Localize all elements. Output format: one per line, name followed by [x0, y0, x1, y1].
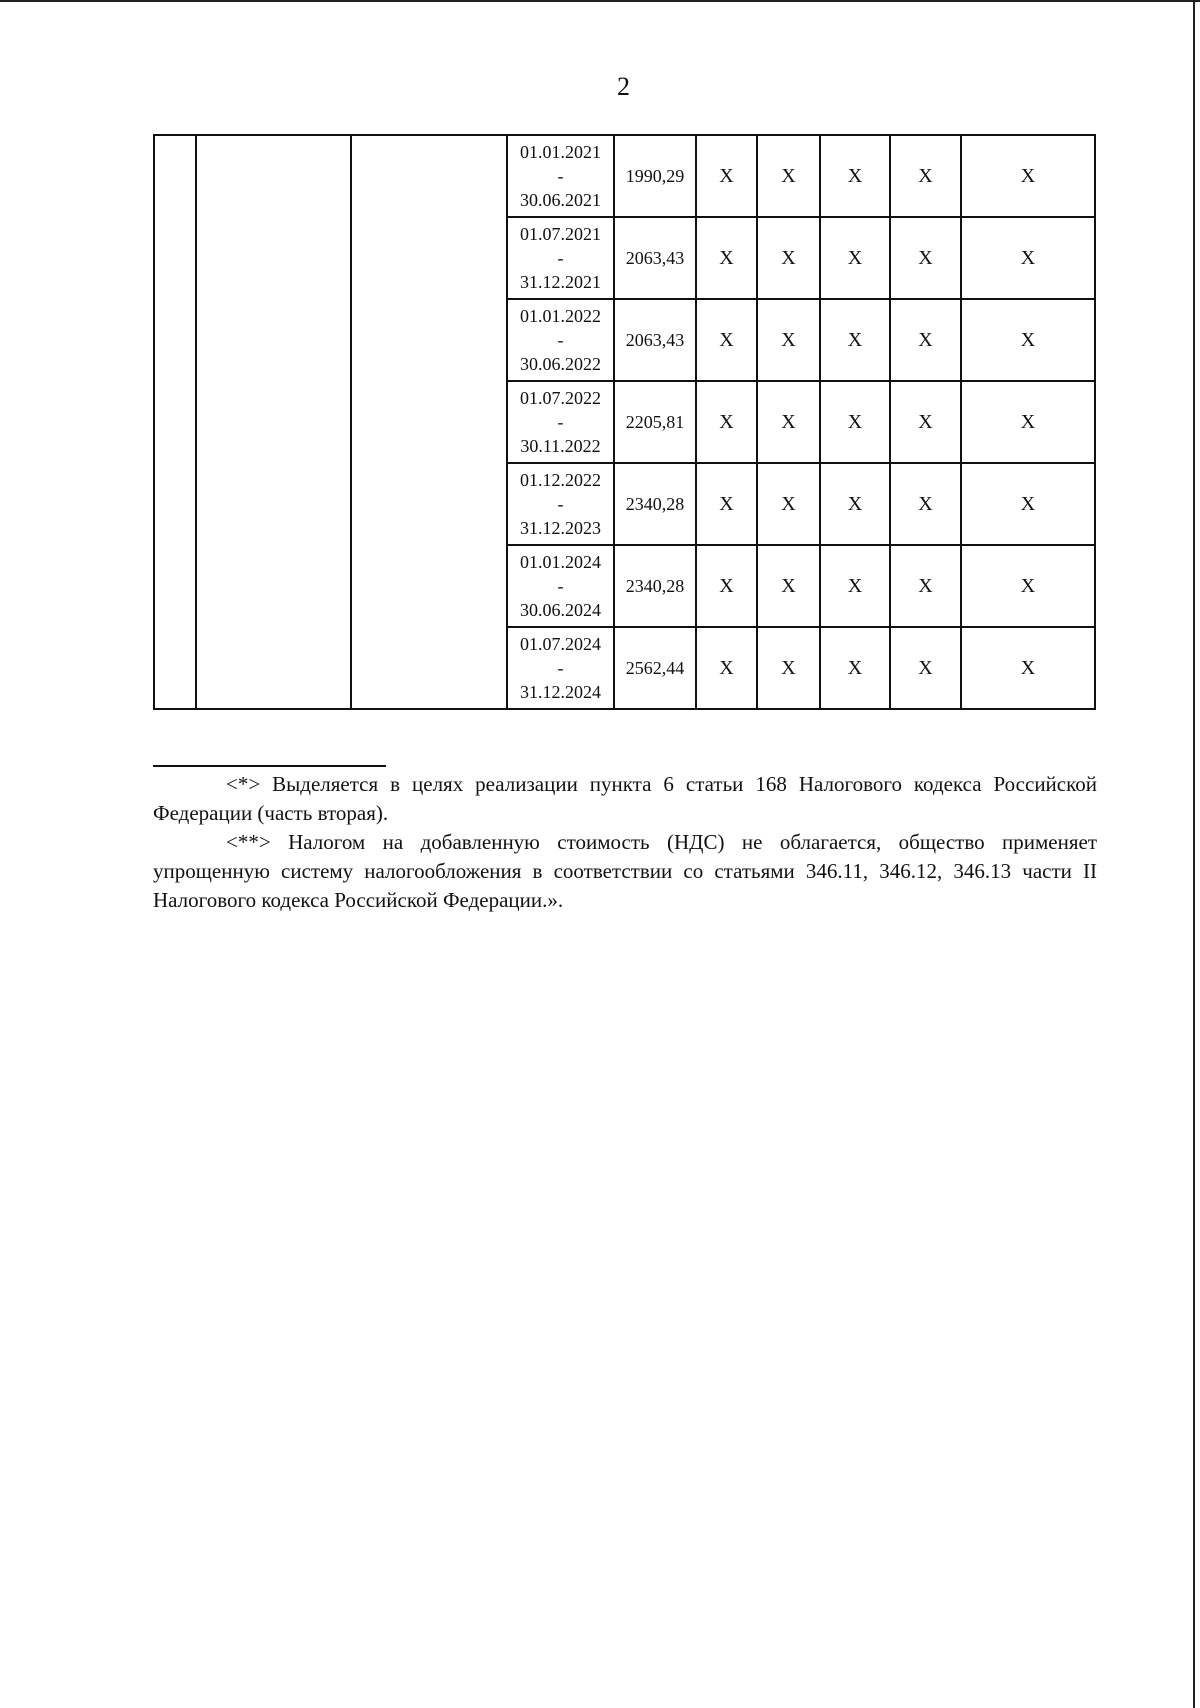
- mark-cell: Х: [820, 217, 890, 299]
- mark-cell: Х: [820, 135, 890, 217]
- mark-cell: Х: [890, 217, 961, 299]
- mark-cell: Х: [961, 381, 1095, 463]
- price-cell: 2340,28: [614, 463, 696, 545]
- period-dash: -: [557, 330, 564, 350]
- period-end: 30.06.2024: [520, 600, 601, 620]
- mark-cell: Х: [890, 299, 961, 381]
- mark-cell: Х: [961, 627, 1095, 709]
- period-dash: -: [557, 248, 564, 268]
- merged-cell-col1: [154, 135, 196, 709]
- mark-cell: Х: [961, 463, 1095, 545]
- period-end: 31.12.2024: [520, 682, 601, 702]
- period-start: 01.01.2022: [520, 306, 601, 326]
- price-cell: 1990,29: [614, 135, 696, 217]
- mark-cell: Х: [890, 627, 961, 709]
- mark-cell: Х: [890, 463, 961, 545]
- table-row: [154, 135, 1095, 217]
- mark-cell: Х: [820, 463, 890, 545]
- footnotes: [153, 770, 1097, 915]
- period-start: 01.07.2021: [520, 224, 601, 244]
- mark-cell: Х: [757, 627, 820, 709]
- footnote-vat-allocation: <*> Выделяется в целях реализации пункта 6 статьи 168 Налогового кодекса Российской Федерации (часть вторая).: [153, 772, 1097, 825]
- mark-cell: Х: [890, 381, 961, 463]
- period-start: 01.01.2021: [520, 142, 601, 162]
- price-cell: 2562,44: [614, 627, 696, 709]
- period-dash: -: [557, 494, 564, 514]
- mark-cell: Х: [820, 381, 890, 463]
- period-end: 30.06.2021: [520, 190, 601, 210]
- period-end: 31.12.2023: [520, 518, 601, 538]
- price-cell: 2205,81: [614, 381, 696, 463]
- period-cell: [507, 299, 614, 381]
- period-cell: [507, 463, 614, 545]
- mark-cell: Х: [961, 135, 1095, 217]
- footnote-separator: [153, 765, 386, 767]
- period-end: 30.11.2022: [520, 436, 601, 456]
- mark-cell: Х: [757, 545, 820, 627]
- mark-cell: Х: [757, 299, 820, 381]
- merged-cell-col3: [351, 135, 507, 709]
- tariff-table-body: [154, 135, 1095, 709]
- period-cell: [507, 545, 614, 627]
- mark-cell: Х: [890, 135, 961, 217]
- period-start: 01.12.2022: [520, 470, 601, 490]
- period-dash: -: [557, 412, 564, 432]
- mark-cell: Х: [961, 217, 1095, 299]
- page-edge-top: [0, 0, 1200, 2]
- mark-cell: Х: [696, 463, 757, 545]
- period-cell: [507, 217, 614, 299]
- mark-cell: Х: [696, 135, 757, 217]
- mark-cell: Х: [961, 545, 1095, 627]
- mark-cell: Х: [757, 463, 820, 545]
- period-cell: [507, 627, 614, 709]
- period-cell: [507, 135, 614, 217]
- period-end: 31.12.2021: [520, 272, 601, 292]
- mark-cell: Х: [696, 381, 757, 463]
- mark-cell: Х: [820, 627, 890, 709]
- period-dash: -: [557, 166, 564, 186]
- mark-cell: Х: [820, 545, 890, 627]
- mark-cell: Х: [757, 135, 820, 217]
- mark-cell: Х: [757, 217, 820, 299]
- mark-cell: Х: [961, 299, 1095, 381]
- period-cell: [507, 381, 614, 463]
- period-end: 30.06.2022: [520, 354, 601, 374]
- mark-cell: Х: [890, 545, 961, 627]
- page-number: 2: [617, 72, 630, 101]
- period-start: 01.01.2024: [520, 552, 601, 572]
- price-cell: 2340,28: [614, 545, 696, 627]
- mark-cell: Х: [696, 217, 757, 299]
- price-cell: 2063,43: [614, 217, 696, 299]
- footnote-vat-exempt: <**> Налогом на добавленную стоимость (НДС) не облагается, общество применяет упрощенную систему налогообложения в соответствии со статьями 346.11, 346.12, 346.13 части II Налогового кодекса Российской Федерации.».: [153, 830, 1097, 912]
- mark-cell: Х: [696, 545, 757, 627]
- tariff-table: [153, 134, 1096, 710]
- period-start: 01.07.2022: [520, 388, 601, 408]
- mark-cell: Х: [820, 299, 890, 381]
- period-start: 01.07.2024: [520, 634, 601, 654]
- mark-cell: Х: [696, 627, 757, 709]
- period-dash: -: [557, 576, 564, 596]
- period-dash: -: [557, 658, 564, 678]
- price-cell: 2063,43: [614, 299, 696, 381]
- mark-cell: Х: [757, 381, 820, 463]
- merged-cell-col2: [196, 135, 351, 709]
- mark-cell: Х: [696, 299, 757, 381]
- page-edge-right: [1193, 0, 1195, 1708]
